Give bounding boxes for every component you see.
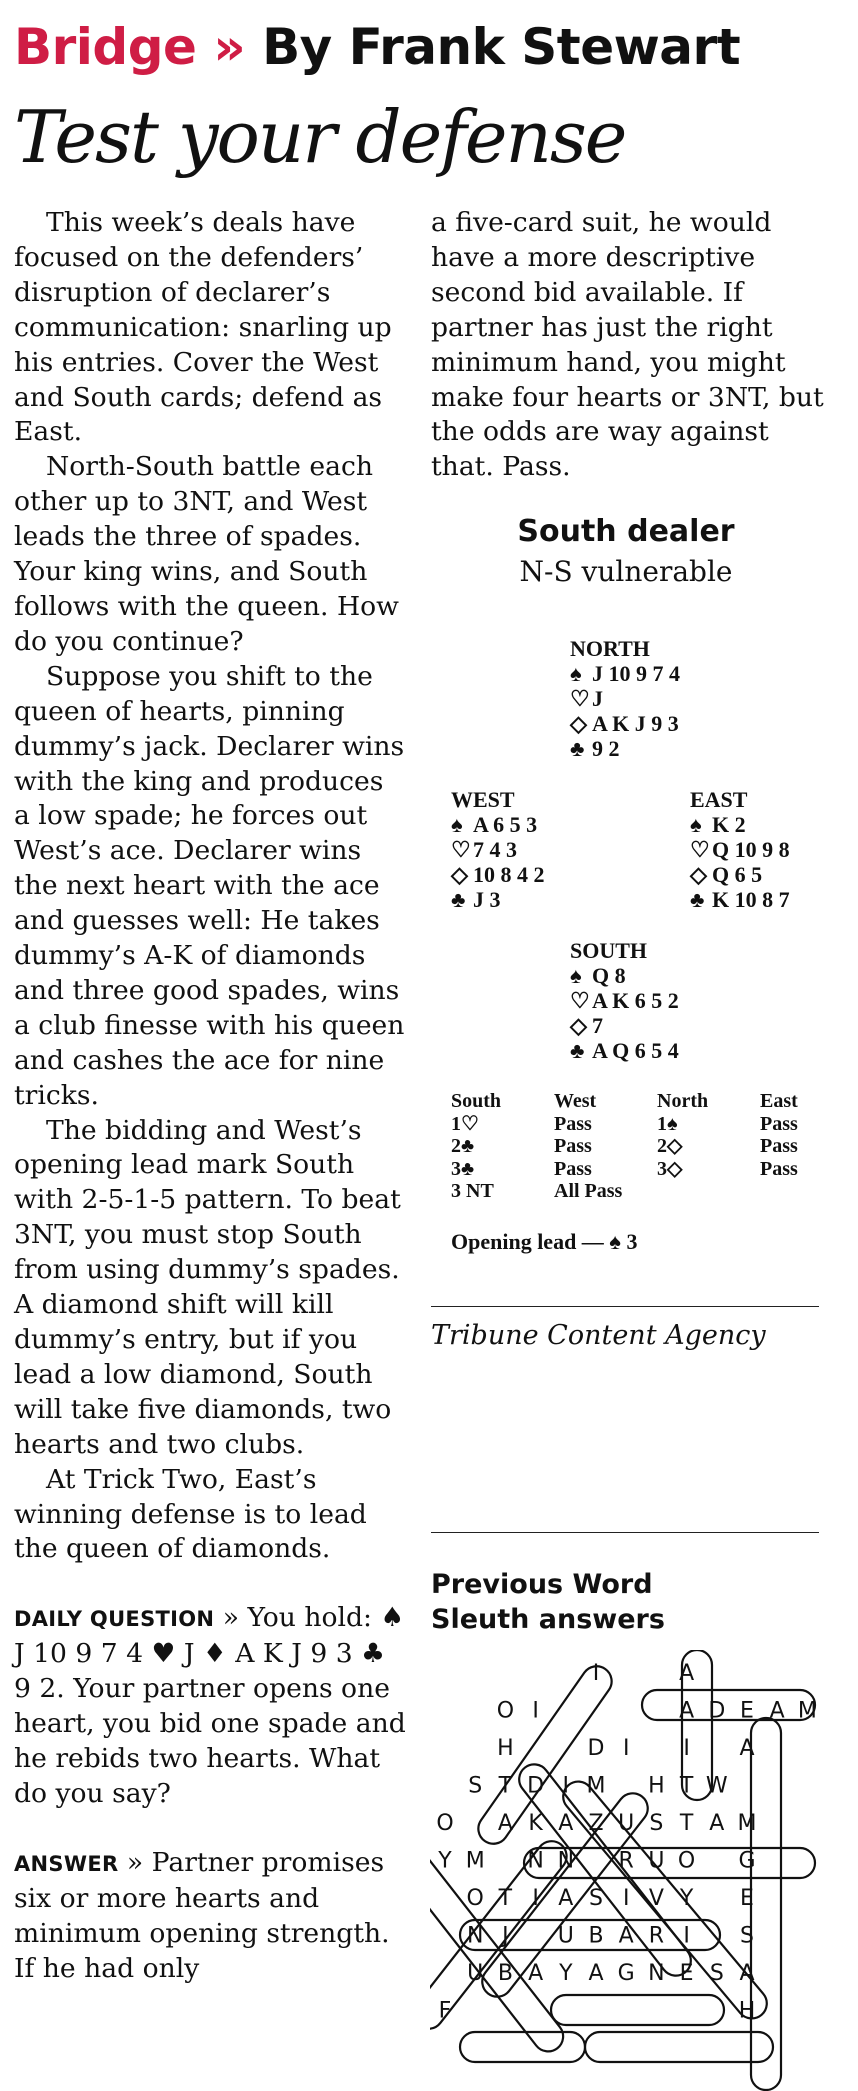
- hearts-holding: 7 4 3: [473, 837, 517, 862]
- auction-bid: 3◇: [657, 1157, 683, 1180]
- answer-marker: »: [126, 1846, 144, 1878]
- auction-header: West: [554, 1090, 597, 1112]
- grid-letter: S: [709, 1961, 724, 1986]
- daily-question: [14, 1601, 406, 1811]
- diamonds-holding: 10 8 4 2: [473, 862, 545, 887]
- auction-bid: 3 NT: [451, 1180, 494, 1202]
- heart-icon: ♡: [690, 837, 710, 862]
- auction-bid: [760, 1180, 858, 1203]
- grid-letter: Y: [438, 1848, 452, 1874]
- grid-letter: A: [618, 1923, 634, 1949]
- grid-letter: N: [527, 1848, 544, 1874]
- spacer: [14, 1812, 406, 1846]
- auction-bid: Pass: [760, 1135, 798, 1157]
- grid-letter: S: [468, 1773, 483, 1799]
- answer-loop: [642, 1690, 815, 1720]
- grid-letter: K: [528, 1811, 543, 1836]
- club-icon: ♣: [690, 887, 705, 912]
- grid-letter: O: [677, 1848, 696, 1874]
- grid-letter: M: [737, 1811, 757, 1836]
- grid-letter: I: [562, 1773, 570, 1799]
- headline: Test your defense: [14, 95, 626, 179]
- auction-row: [451, 1180, 858, 1203]
- club-icon: ♣: [570, 1038, 585, 1063]
- grid-letter: T: [498, 1886, 513, 1911]
- header-separator: »: [213, 18, 246, 76]
- left-column: [14, 206, 406, 1986]
- opening-lead: Opening lead — ♠ 3: [451, 1229, 638, 1254]
- auction-bid: Pass: [554, 1135, 592, 1157]
- grid-letter: D: [527, 1773, 545, 1799]
- clubs-holding: J 3: [473, 887, 501, 912]
- spades-holding: K 2: [712, 812, 746, 837]
- grid-letter: U: [467, 1961, 484, 1986]
- grid-letter: O: [466, 1886, 484, 1911]
- spades-holding: Q 8: [592, 963, 626, 988]
- answer-label: ANSWER: [14, 1851, 119, 1876]
- grid-letter: G: [738, 1848, 756, 1874]
- diamonds-holding: Q 6 5: [712, 862, 763, 887]
- paragraph: At Trick Two, East’s winning defense is to lead the queen of diamonds.: [14, 1463, 367, 1565]
- daily-question-label: DAILY QUESTION: [14, 1607, 215, 1632]
- auction-bid: Pass: [554, 1112, 592, 1135]
- column-header: [14, 14, 740, 80]
- hearts-holding: J: [592, 686, 603, 711]
- divider: [431, 1532, 819, 1533]
- grid-letter: I: [622, 1886, 630, 1911]
- grid-letter: A: [528, 1961, 544, 1986]
- clubs-holding: K 10 8 7: [712, 887, 790, 912]
- grid-letter: M: [465, 1848, 485, 1874]
- grid-letter: T: [679, 1773, 694, 1799]
- divider: [431, 1306, 819, 1307]
- auction-bid: [657, 1180, 760, 1203]
- answer-loop: [585, 2032, 773, 2062]
- grid-letter: J: [502, 1923, 509, 1949]
- grid-letter: E: [679, 1961, 694, 1986]
- spades-holding: A 6 5 3: [473, 812, 538, 837]
- grid-letter: I: [532, 1886, 539, 1911]
- hand-west: [451, 787, 545, 912]
- spacer: [14, 1567, 406, 1601]
- grid-letter: W: [705, 1773, 728, 1799]
- grid-letter: A: [497, 1811, 513, 1836]
- heart-icon: ♡: [570, 988, 590, 1013]
- heart-icon: ♡: [570, 686, 590, 711]
- grid-letter: S: [740, 1923, 754, 1949]
- grid-letter: A: [558, 1886, 574, 1911]
- auction-bid: 2◇: [657, 1135, 683, 1157]
- auction-bid: Pass: [554, 1157, 592, 1180]
- grid-letter: S: [589, 1886, 603, 1911]
- grid-letter: A: [739, 1961, 755, 1986]
- grid-letter: N: [466, 1923, 484, 1949]
- hand-name: WEST: [451, 787, 515, 812]
- diamonds-holding: A K J 9 3: [592, 711, 679, 736]
- hand-south: [570, 938, 679, 1063]
- grid-letter: A: [769, 1698, 785, 1724]
- paragraph: This week’s deals have focused on the defenders’ disruption of declarer’s communication: snarling up his entries. Cover the West and South cards; defend as East.: [14, 207, 392, 448]
- diamond-icon: ◇: [570, 1013, 587, 1038]
- grid-letter: A: [679, 1698, 695, 1724]
- word-sleuth-title-line: Sleuth answers: [431, 1604, 665, 1635]
- auction-row: [451, 1113, 858, 1136]
- grid-letter: O: [436, 1811, 454, 1836]
- right-column: [431, 206, 836, 485]
- paragraph: North-South battle each other up to 3NT, and West leads the three of spades. Your king wins, and South follows with the queen. How do you continue?: [14, 451, 399, 657]
- paragraph: The bidding and West’s opening lead mark South with 2-5-1-5 pattern. To beat 3NT, you must stop South from using dummy’s spades. A diamond shift will kill dummy’s entry, but if you lead a low diamond, South will take five diamonds, two hearts and two clubs.: [14, 1114, 401, 1460]
- dealer-heading: South dealer: [517, 514, 735, 549]
- answer-text: Partner promises six or more hearts and minimum opening strength. If he had only: [14, 1846, 390, 1984]
- word-sleuth-title-line: Previous Word: [431, 1569, 653, 1600]
- grid-letter: O: [496, 1698, 515, 1724]
- auction-table: [451, 1090, 858, 1203]
- word-sleuth-grid: [430, 1650, 820, 2091]
- grid-letter: F: [438, 1998, 452, 2024]
- hand-name: EAST: [690, 787, 748, 812]
- grid-letter: H: [738, 1998, 756, 2024]
- grid-letter: B: [497, 1961, 513, 1986]
- grid-letter: A: [739, 1736, 755, 1761]
- grid-letter: A: [558, 1811, 574, 1836]
- vulnerability: N-S vulnerable: [519, 555, 733, 588]
- grid-letter: E: [740, 1698, 754, 1724]
- auction-header-row: [451, 1090, 858, 1113]
- club-icon: ♣: [570, 736, 585, 761]
- spades-holding: J 10 9 7 4: [592, 661, 680, 686]
- grid-letter: T: [679, 1811, 694, 1836]
- grid-letter: N: [557, 1848, 575, 1874]
- diamonds-holding: 7: [592, 1013, 603, 1038]
- auction-bid: All Pass: [554, 1180, 623, 1202]
- grid-letter: A: [679, 1661, 695, 1686]
- grid-letter: I: [683, 1923, 690, 1949]
- club-icon: ♣: [451, 887, 466, 912]
- auction-header: East: [760, 1090, 798, 1112]
- grid-letter: N: [648, 1961, 665, 1986]
- diamond-icon: ◇: [690, 862, 707, 887]
- grid-letter: M: [797, 1698, 817, 1724]
- auction-bid: 1♠: [657, 1112, 678, 1135]
- answer-loop: [460, 2032, 585, 2062]
- hand-north: [570, 636, 680, 761]
- spade-icon: ♠: [690, 812, 702, 837]
- hand-name: SOUTH: [570, 938, 648, 963]
- grid-letter: B: [588, 1923, 604, 1949]
- auction-bid: 2♣: [451, 1135, 475, 1157]
- grid-letter: M: [586, 1773, 606, 1799]
- grid-letter: I: [683, 1736, 690, 1761]
- continuation-paragraph: a five-card suit, he would have a more descriptive second bid available. If partner has just the right minimum hand, you might make four hearts or 3NT, but the odds are way against that. Pass.: [431, 207, 824, 483]
- grid-letter: Z: [588, 1811, 604, 1836]
- byline: By Frank Stewart: [262, 18, 741, 76]
- grid-letter: I: [592, 1661, 600, 1686]
- diamond-icon: ◇: [570, 711, 587, 736]
- answer: [14, 1846, 406, 1987]
- grid-letter: U: [648, 1848, 665, 1874]
- grid-letter: E: [740, 1886, 754, 1911]
- section-name: Bridge: [14, 18, 197, 76]
- auction-bid: Pass: [760, 1112, 798, 1135]
- grid-letter: V: [648, 1886, 664, 1911]
- hearts-holding: Q 10 9 8: [712, 837, 790, 862]
- auction-row: [451, 1135, 858, 1158]
- grid-letter: U: [557, 1923, 574, 1949]
- clubs-holding: A Q 6 5 4: [592, 1038, 679, 1063]
- auction-bid: 3♣: [451, 1157, 475, 1180]
- grid-letter: U: [618, 1811, 635, 1836]
- auction-row: [451, 1158, 858, 1181]
- spade-icon: ♠: [570, 963, 582, 988]
- daily-question-text: You hold: ♠ J 10 9 7 4 ♥ J ♦ A K J 9 3 ♣ 9 2. Your partner opens one heart, you bid one spade and he rebids two hearts. What do you say?: [14, 1602, 406, 1809]
- grid-letter: A: [709, 1811, 725, 1836]
- grid-letter: R: [618, 1848, 634, 1874]
- grid-letter: Y: [679, 1886, 694, 1911]
- grid-letter: R: [648, 1923, 665, 1949]
- spade-icon: ♠: [451, 812, 463, 837]
- diamond-icon: ◇: [451, 862, 468, 887]
- credit-line: Tribune Content Agency: [431, 1320, 766, 1351]
- answer-loop: [551, 1995, 724, 2025]
- grid-letter: A: [588, 1961, 604, 1986]
- grid-letter: Y: [559, 1961, 573, 1986]
- spade-icon: ♠: [570, 661, 582, 686]
- grid-letter: S: [649, 1811, 664, 1836]
- paragraph: Suppose you shift to the queen of hearts, pinning dummy’s jack. Declarer wins with the king and produces a low spade; he forces out West’s ace. Declarer wins the next heart with the ace and guesses well: He takes dummy’s A-K of diamonds and three good spades, wins a club finesse with his queen and cashes the ace for nine tricks.: [14, 660, 405, 1111]
- grid-letter: D: [708, 1698, 726, 1724]
- grid-letter: T: [498, 1773, 513, 1799]
- hand-name: NORTH: [570, 636, 650, 661]
- daily-question-marker: »: [222, 1602, 240, 1634]
- grid-letter: H: [497, 1736, 514, 1761]
- grid-letter: H: [648, 1773, 665, 1799]
- grid-letter: I: [622, 1736, 630, 1761]
- auction-header: South: [451, 1090, 502, 1112]
- auction-header: North: [657, 1090, 709, 1112]
- heart-icon: ♡: [451, 837, 471, 862]
- grid-letter: G: [617, 1961, 635, 1986]
- auction-bid: Pass: [760, 1157, 798, 1180]
- grid-letter: I: [532, 1698, 539, 1724]
- clubs-holding: 9 2: [592, 736, 620, 761]
- hearts-holding: A K 6 5 2: [592, 988, 679, 1013]
- word-sleuth-title: [431, 1567, 665, 1637]
- auction-bid: 1♡: [451, 1112, 479, 1135]
- hand-east: [690, 787, 790, 912]
- grid-letter: D: [587, 1736, 605, 1761]
